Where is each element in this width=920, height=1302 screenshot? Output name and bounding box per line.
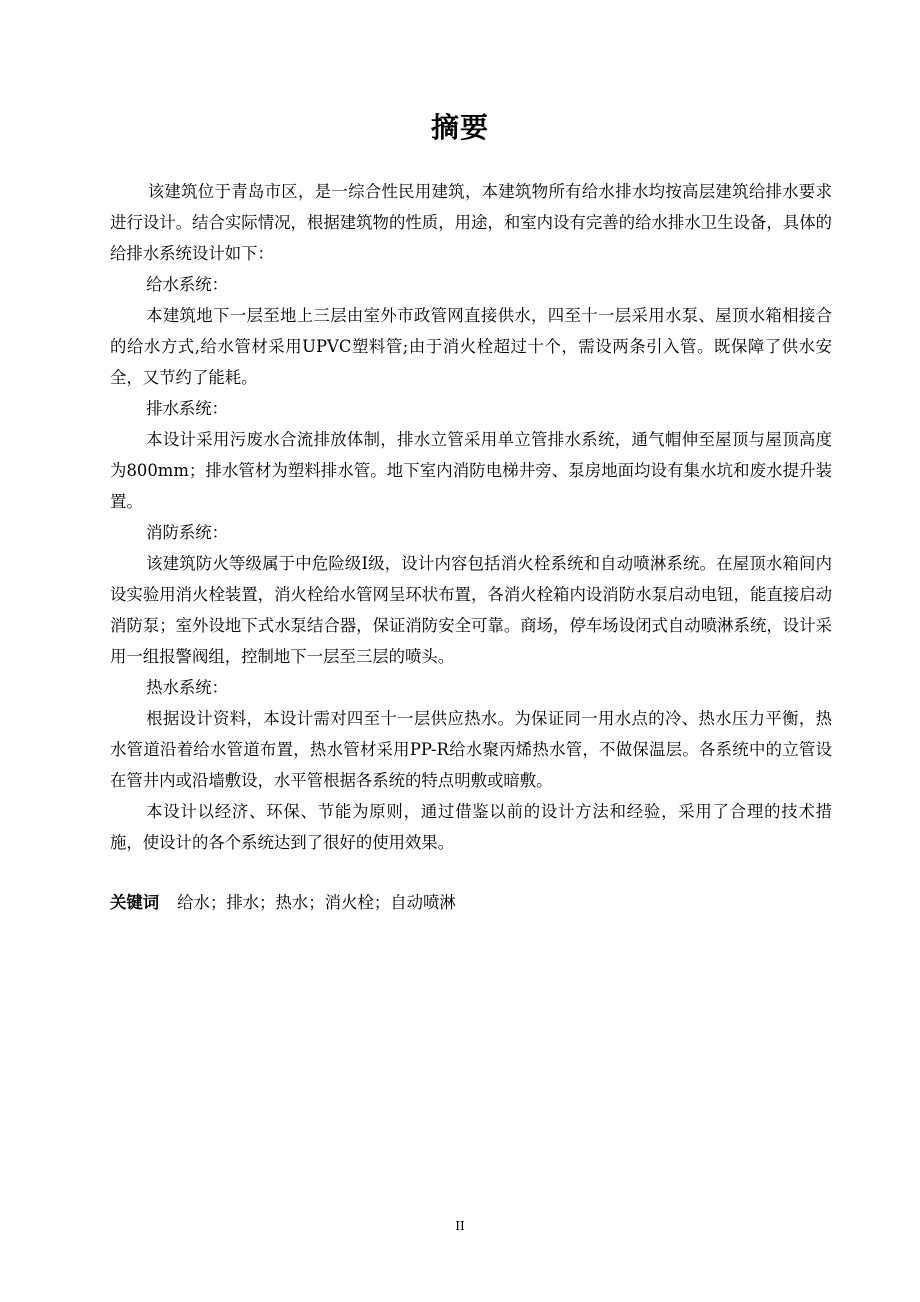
keywords-value: 给水；排水；热水；消火栓；自动喷淋 [177, 893, 456, 912]
conclusion-paragraph: 本设计以经济、环保、节能为原则，通过借鉴以前的设计方法和经验，采用了合理的技术措施，使设计的各个系统达到了很好的使用效果。 [110, 802, 832, 852]
drainage-heading: 排水系统： [146, 399, 229, 418]
page-title: 摘要 [430, 111, 489, 144]
hot-water-paragraph: 根据设计资料，本设计需对四至十一层供应热水。为保证同一用水点的冷、热水压力平衡，热水管道沿着给水管道布置，热水管材采用PP-R给水聚丙烯热水管，不做保温层。各系统中的立管设在管井内或沿墙敷设，水平管根据各系统的特点明敷或暗敷。 [110, 709, 832, 790]
fire-protection-heading: 消防系统： [146, 523, 229, 542]
fire-protection-paragraph: 该建筑防火等级属于中危险级Ⅰ级，设计内容包括消火栓系统和自动喷淋系统。在屋顶水箱间内设实验用消火栓装置，消火栓给水管网呈环状布置，各消火栓箱内设消防水泵启动电钮，能直接启动消防泵；室外设地下式水泵结合器，保证消防安全可靠。商场，停车场设闭式自动喷淋系统，设计采用一组报警阀组，控制地下一层至三层的喷头。 [110, 554, 832, 666]
page-number: II [455, 1219, 465, 1233]
intro-paragraph: 该建筑位于青岛市区，是一综合性民用建筑，本建筑物所有给水排水均按高层建筑给排水要求进行设计。结合实际情况，根据建筑物的性质，用途，和室内设有完善的给水排水卫生设备，具体的给排水系统设计如下： [110, 182, 832, 263]
keywords-label: 关键词 [110, 893, 160, 912]
water-supply-heading: 给水系统： [146, 275, 229, 294]
keywords-line [110, 887, 832, 918]
abstract-body [110, 176, 832, 858]
water-supply-paragraph: 本建筑地下一层至地上三层由室外市政管网直接供水，四至十一层采用水泵、屋顶水箱相接合的给水方式,给水管材采用UPVC塑料管;由于消火栓超过十个，需设两条引入管。既保障了供水安全，又节约了能耗。 [110, 306, 832, 387]
hot-water-heading: 热水系统： [146, 678, 229, 697]
drainage-paragraph: 本设计采用污废水合流排放体制，排水立管采用单立管排水系统，通气帽伸至屋顶与屋顶高度为800mm；排水管材为塑料排水管。地下室内消防电梯井旁、泵房地面均设有集水坑和废水提升装置。 [110, 430, 832, 511]
